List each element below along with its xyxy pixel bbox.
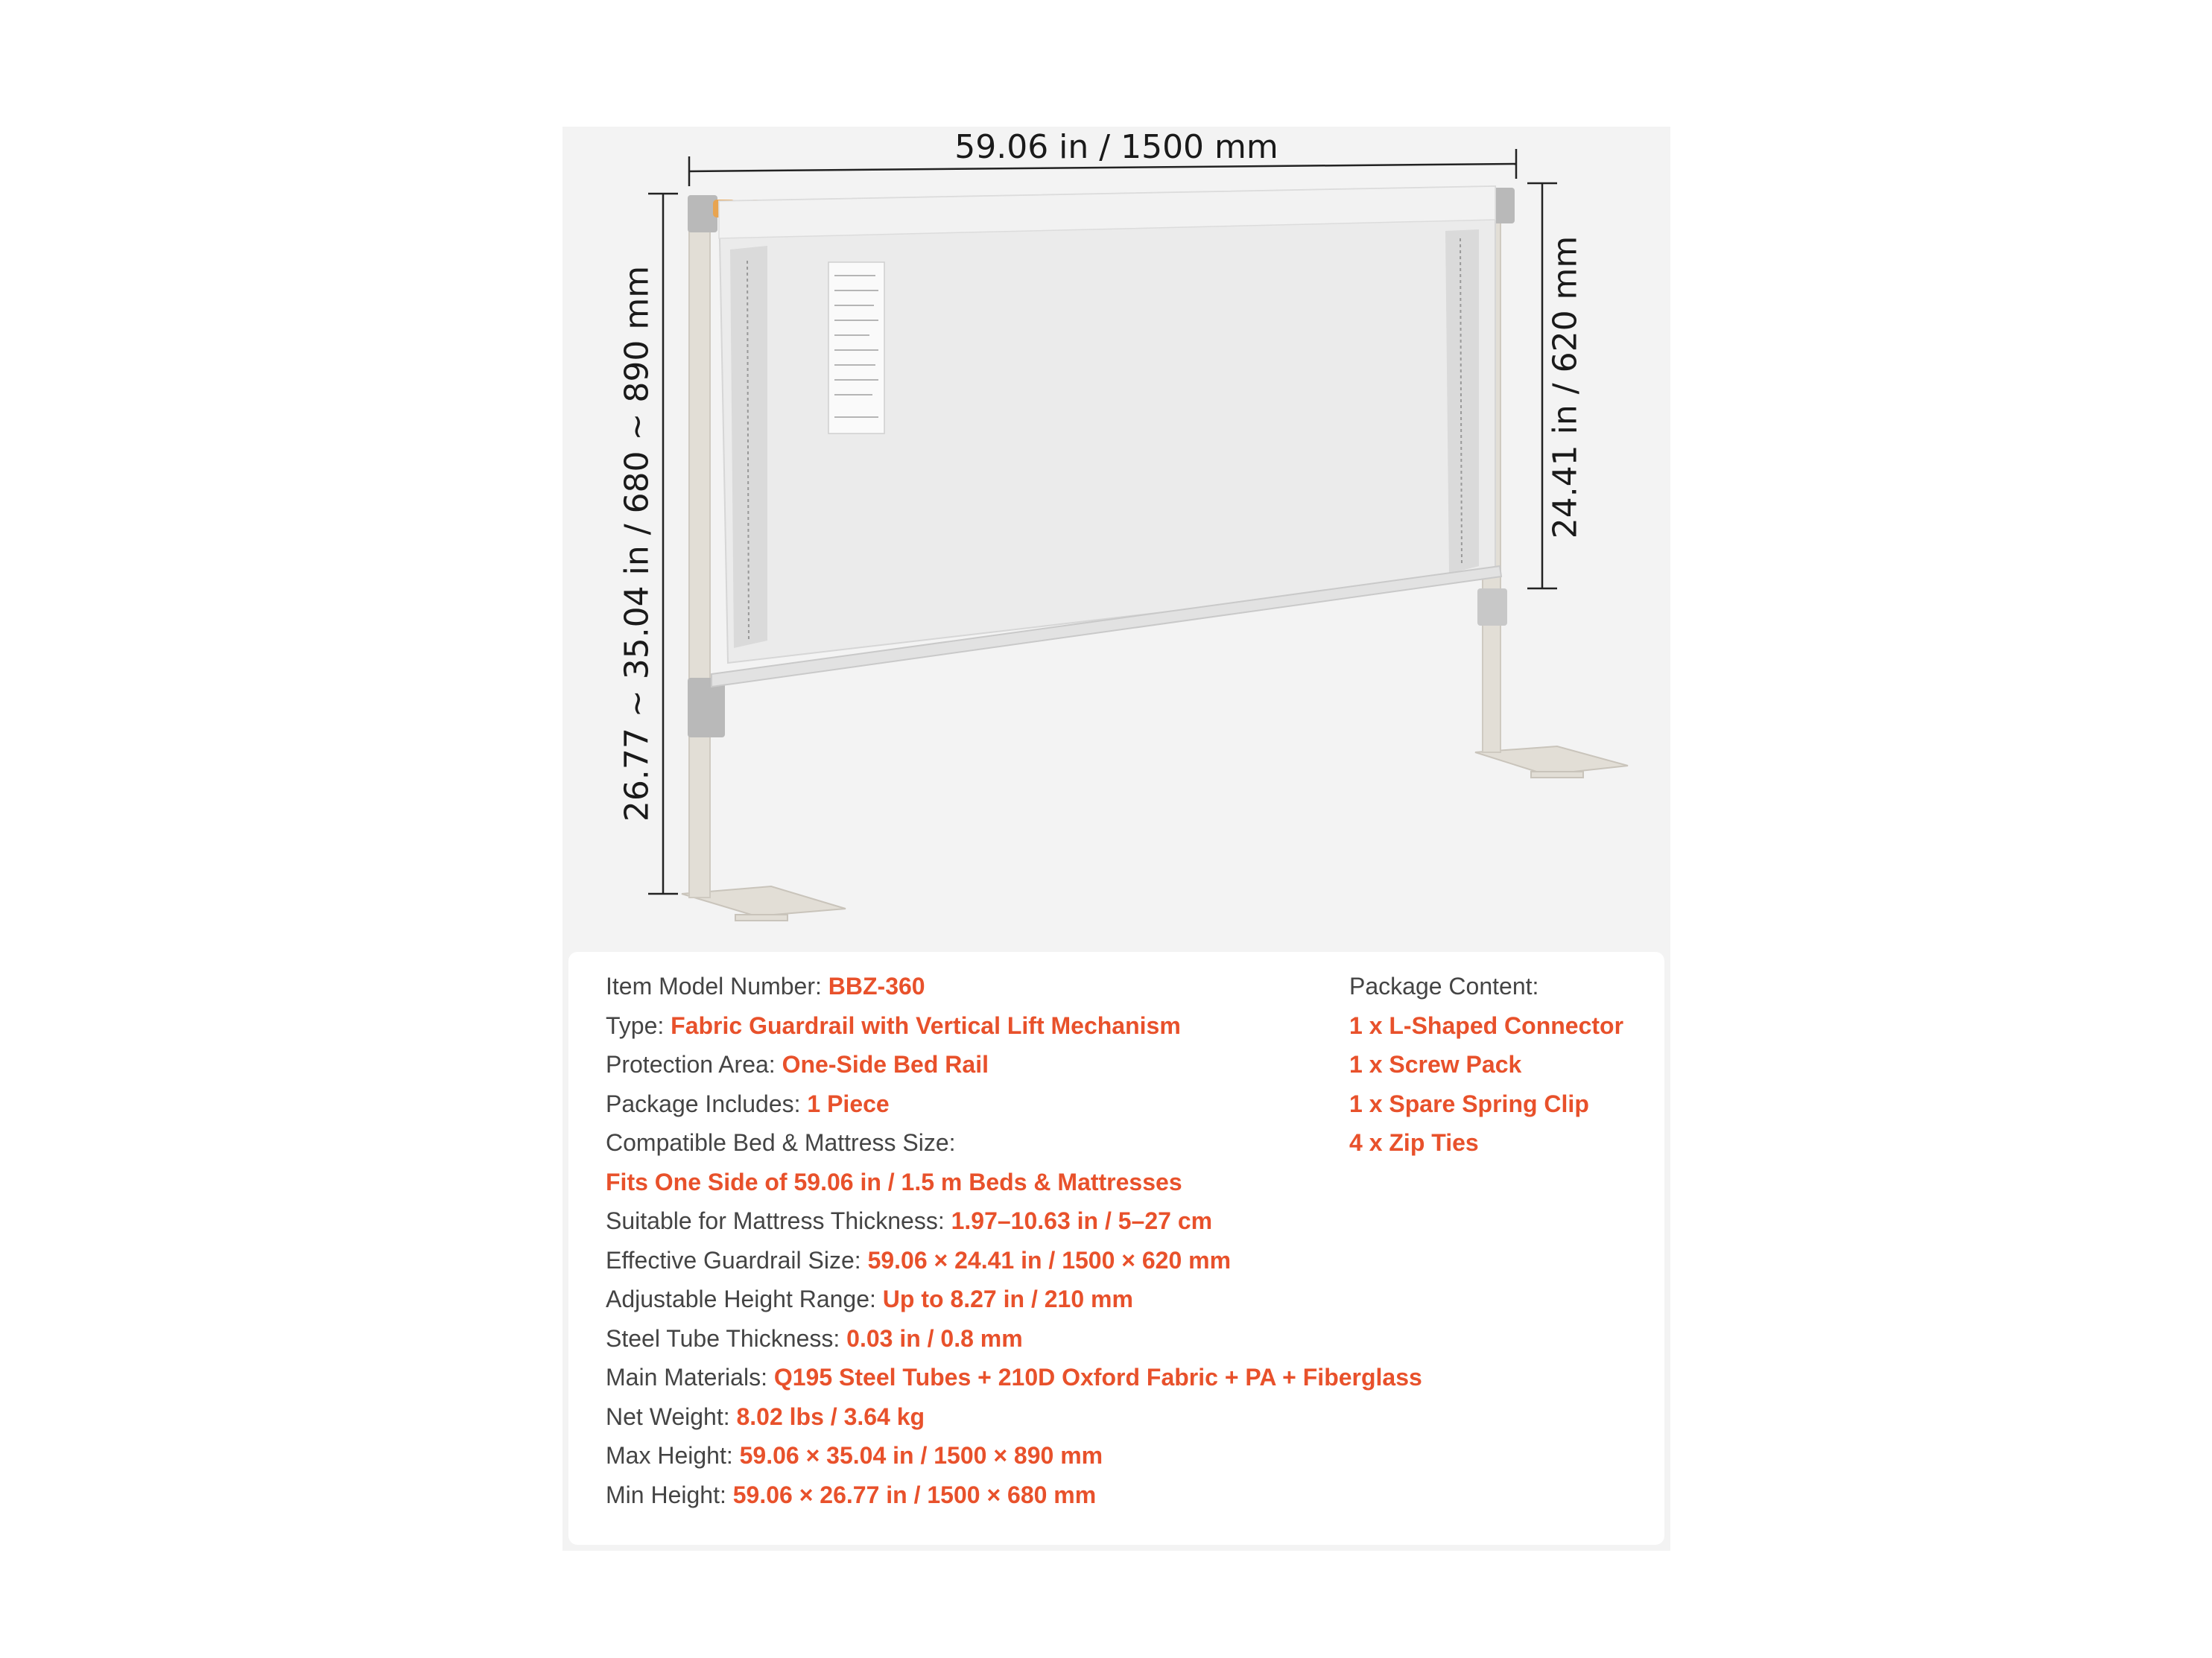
spec-value: 1.97–10.63 in / 5–27 cm — [951, 1207, 1213, 1234]
spec-value: 8.02 lbs / 3.64 kg — [736, 1403, 925, 1430]
spec-row — [606, 1319, 1422, 1359]
spec-label: Net Weight: — [606, 1403, 737, 1430]
spec-label: Protection Area: — [606, 1051, 782, 1078]
spec-row — [606, 1397, 1422, 1437]
package-content-title: Package Content: — [1349, 973, 1539, 1000]
right-mesh — [1445, 229, 1479, 574]
spec-row — [606, 1084, 1422, 1124]
spec-label: Adjustable Height Range: — [606, 1286, 883, 1312]
spec-label: Min Height: — [606, 1481, 733, 1508]
spec-list — [606, 967, 1422, 1514]
total-height-dimension-label: 26.77 ~ 35.04 in / 680 ~ 890 mm — [618, 265, 656, 822]
spec-row — [606, 1358, 1422, 1397]
spec-value: 59.06 × 24.41 in / 1500 × 620 mm — [867, 1246, 1232, 1274]
spec-row — [606, 967, 1422, 1006]
spec-value: 0.03 in / 0.8 mm — [846, 1324, 1023, 1352]
package-content — [1349, 967, 1623, 1163]
spec-label: Max Height: — [606, 1442, 740, 1469]
spec-row — [606, 1201, 1422, 1241]
spec-label: Type: — [606, 1011, 671, 1039]
spec-value: 59.06 × 26.77 in / 1500 × 680 mm — [732, 1481, 1097, 1508]
spec-label: Package Includes: — [606, 1090, 808, 1117]
spec-row — [606, 1123, 1422, 1163]
spec-value: Q195 Steel Tubes + 210D Oxford Fabric + PA + Fiberglass — [773, 1364, 1422, 1391]
spec-value: Up to 8.27 in / 210 mm — [882, 1286, 1133, 1312]
spec-row — [606, 1241, 1422, 1280]
spec-row — [606, 1163, 1422, 1202]
spec-label: Compatible Bed & Mattress Size: — [606, 1129, 956, 1156]
spec-value: One-Side Bed Rail — [782, 1051, 989, 1078]
package-item: 1 x Screw Pack — [1349, 1051, 1522, 1078]
spec-row — [606, 1436, 1422, 1476]
spec-label: Effective Guardrail Size: — [606, 1246, 868, 1274]
spec-row — [606, 1045, 1422, 1084]
specifications-panel — [568, 952, 1664, 1545]
product-card — [562, 127, 1670, 1551]
spec-value: Fabric Guardrail with Vertical Lift Mechanism — [671, 1011, 1181, 1039]
spec-row — [606, 1006, 1422, 1046]
left-mesh — [730, 246, 767, 648]
spec-row — [606, 1280, 1422, 1319]
spec-label: Suitable for Mattress Thickness: — [606, 1207, 951, 1234]
width-dimension-label: 59.06 in / 1500 mm — [954, 128, 1278, 166]
left-mid-bracket — [688, 678, 725, 737]
care-label — [828, 262, 884, 433]
bed-rail-illustration — [562, 127, 1670, 946]
spec-value: BBZ-360 — [828, 973, 925, 1000]
spec-row — [606, 1476, 1422, 1515]
spec-label: Steel Tube Thickness: — [606, 1324, 847, 1352]
right-lock — [1477, 588, 1507, 626]
spec-label: Main Materials: — [606, 1364, 774, 1391]
left-post — [689, 205, 710, 898]
spec-value: 59.06 × 35.04 in / 1500 × 890 mm — [739, 1442, 1103, 1469]
spec-value: 1 Piece — [807, 1090, 890, 1117]
guardrail-height-dimension-label: 24.41 in / 620 mm — [1546, 235, 1585, 539]
spec-label: Item Model Number: — [606, 973, 828, 1000]
package-item: 4 x Zip Ties — [1349, 1129, 1479, 1156]
spec-value: Fits One Side of 59.06 in / 1.5 m Beds & Mattresses — [606, 1168, 1182, 1195]
product-image — [562, 127, 1670, 946]
package-item: 1 x Spare Spring Clip — [1349, 1090, 1589, 1117]
package-item: 1 x L-Shaped Connector — [1349, 1011, 1624, 1039]
